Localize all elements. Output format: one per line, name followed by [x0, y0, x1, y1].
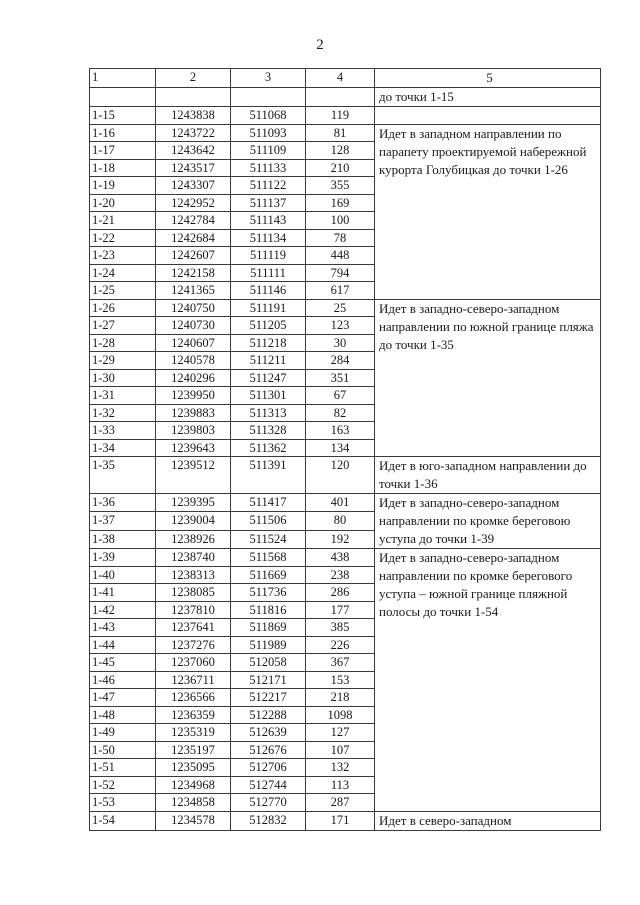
point-cell: 1-29: [90, 352, 156, 370]
x-coordinate-cell: 1239950: [156, 387, 231, 405]
table-cell: [306, 88, 375, 107]
column-header-row: [90, 69, 601, 88]
description-cell: Идет в западном направлении по парапету проектируемой набережной курорта Голубицкая до точки 1-26: [375, 124, 601, 299]
y-coordinate-cell: 512639: [231, 724, 306, 742]
y-coordinate-cell: 511093: [231, 124, 306, 142]
point-cell: 1-49: [90, 724, 156, 742]
x-coordinate-cell: 1243838: [156, 107, 231, 125]
x-coordinate-cell: 1242784: [156, 212, 231, 230]
y-coordinate-cell: 511137: [231, 194, 306, 212]
point-cell: 1-35: [90, 457, 156, 494]
y-coordinate-cell: 511524: [231, 530, 306, 548]
distance-cell: 67: [306, 387, 375, 405]
distance-cell: 355: [306, 177, 375, 195]
y-coordinate-cell: 511869: [231, 619, 306, 637]
x-coordinate-cell: 1242952: [156, 194, 231, 212]
y-coordinate-cell: 512171: [231, 671, 306, 689]
distance-cell: 385: [306, 619, 375, 637]
x-coordinate-cell: 1240578: [156, 352, 231, 370]
y-coordinate-cell: 511736: [231, 584, 306, 602]
distance-cell: 127: [306, 724, 375, 742]
distance-cell: 134: [306, 439, 375, 457]
x-coordinate-cell: 1239643: [156, 439, 231, 457]
y-coordinate-cell: 511301: [231, 387, 306, 405]
y-coordinate-cell: 511068: [231, 107, 306, 125]
distance-cell: 128: [306, 142, 375, 160]
y-coordinate-cell: 511568: [231, 549, 306, 567]
point-cell: 1-33: [90, 422, 156, 440]
y-coordinate-cell: 511111: [231, 264, 306, 282]
x-coordinate-cell: 1240296: [156, 369, 231, 387]
x-coordinate-cell: 1235095: [156, 759, 231, 777]
distance-cell: 119: [306, 107, 375, 125]
distance-cell: 287: [306, 794, 375, 812]
distance-cell: 617: [306, 282, 375, 300]
point-cell: 1-50: [90, 741, 156, 759]
x-coordinate-cell: 1239004: [156, 512, 231, 530]
y-coordinate-cell: 511313: [231, 404, 306, 422]
y-coordinate-cell: 511119: [231, 247, 306, 265]
distance-cell: 448: [306, 247, 375, 265]
x-coordinate-cell: 1239803: [156, 422, 231, 440]
distance-cell: 113: [306, 776, 375, 794]
distance-cell: 210: [306, 159, 375, 177]
x-coordinate-cell: 1239395: [156, 494, 231, 512]
x-coordinate-cell: 1243307: [156, 177, 231, 195]
y-coordinate-cell: 512832: [231, 811, 306, 830]
table-row: [90, 299, 601, 317]
distance-cell: 163: [306, 422, 375, 440]
point-cell: 1-42: [90, 601, 156, 619]
y-coordinate-cell: 512288: [231, 706, 306, 724]
y-coordinate-cell: 511134: [231, 229, 306, 247]
x-coordinate-cell: 1238313: [156, 566, 231, 584]
point-cell: 1-46: [90, 671, 156, 689]
distance-cell: 177: [306, 601, 375, 619]
x-coordinate-cell: 1237060: [156, 654, 231, 672]
point-cell: 1-23: [90, 247, 156, 265]
x-coordinate-cell: 1243722: [156, 124, 231, 142]
page-number: 2: [316, 37, 324, 53]
y-coordinate-cell: 512744: [231, 776, 306, 794]
point-cell: 1-19: [90, 177, 156, 195]
y-coordinate-cell: 511211: [231, 352, 306, 370]
point-cell: 1-51: [90, 759, 156, 777]
y-coordinate-cell: 512770: [231, 794, 306, 812]
distance-cell: 171: [306, 811, 375, 830]
table-row: [90, 457, 601, 494]
distance-cell: 100: [306, 212, 375, 230]
y-coordinate-cell: 511143: [231, 212, 306, 230]
description-cell: [375, 107, 601, 125]
x-coordinate-cell: 1238926: [156, 530, 231, 548]
distance-cell: 192: [306, 530, 375, 548]
x-coordinate-cell: 1240607: [156, 334, 231, 352]
x-coordinate-cell: 1242684: [156, 229, 231, 247]
point-cell: 1-38: [90, 530, 156, 548]
point-cell: 1-54: [90, 811, 156, 830]
table-row: [90, 811, 601, 830]
distance-cell: 78: [306, 229, 375, 247]
y-coordinate-cell: 511122: [231, 177, 306, 195]
point-cell: 1-32: [90, 404, 156, 422]
x-coordinate-cell: 1241365: [156, 282, 231, 300]
distance-cell: 286: [306, 584, 375, 602]
y-coordinate-cell: 511191: [231, 299, 306, 317]
distance-cell: 80: [306, 512, 375, 530]
x-coordinate-cell: 1234858: [156, 794, 231, 812]
x-coordinate-cell: 1239512: [156, 457, 231, 494]
point-cell: 1-26: [90, 299, 156, 317]
distance-cell: 30: [306, 334, 375, 352]
distance-cell: 284: [306, 352, 375, 370]
x-coordinate-cell: 1235319: [156, 724, 231, 742]
point-cell: 1-31: [90, 387, 156, 405]
x-coordinate-cell: 1235197: [156, 741, 231, 759]
x-coordinate-cell: 1243517: [156, 159, 231, 177]
y-coordinate-cell: 511218: [231, 334, 306, 352]
x-coordinate-cell: 1238740: [156, 549, 231, 567]
point-cell: 1-48: [90, 706, 156, 724]
distance-cell: 367: [306, 654, 375, 672]
distance-cell: 438: [306, 549, 375, 567]
point-cell: 1-40: [90, 566, 156, 584]
x-coordinate-cell: 1239883: [156, 404, 231, 422]
y-coordinate-cell: 511205: [231, 317, 306, 335]
distance-cell: 226: [306, 636, 375, 654]
table-row: [90, 124, 601, 142]
x-coordinate-cell: 1236359: [156, 706, 231, 724]
column-header: 2: [156, 69, 231, 88]
table-row: [90, 549, 601, 567]
x-coordinate-cell: 1240730: [156, 317, 231, 335]
x-coordinate-cell: 1242607: [156, 247, 231, 265]
continuation-row: [90, 88, 601, 107]
x-coordinate-cell: 1243642: [156, 142, 231, 160]
table-row: [90, 107, 601, 125]
distance-cell: 82: [306, 404, 375, 422]
distance-cell: 153: [306, 671, 375, 689]
point-cell: 1-27: [90, 317, 156, 335]
column-header: 5: [375, 69, 601, 88]
description-cell: Идет в западно-северо-западном направлении по кромке береговою уступа до точки 1-39: [375, 494, 601, 549]
column-header: 3: [231, 69, 306, 88]
distance-cell: 169: [306, 194, 375, 212]
point-cell: 1-22: [90, 229, 156, 247]
x-coordinate-cell: 1237810: [156, 601, 231, 619]
point-cell: 1-36: [90, 494, 156, 512]
point-cell: 1-16: [90, 124, 156, 142]
y-coordinate-cell: 511109: [231, 142, 306, 160]
y-coordinate-cell: 511417: [231, 494, 306, 512]
point-cell: 1-34: [90, 439, 156, 457]
y-coordinate-cell: 511391: [231, 457, 306, 494]
x-coordinate-cell: 1242158: [156, 264, 231, 282]
y-coordinate-cell: 511816: [231, 601, 306, 619]
distance-cell: 107: [306, 741, 375, 759]
description-cell: до точки 1-15: [375, 88, 601, 107]
point-cell: 1-53: [90, 794, 156, 812]
point-cell: 1-44: [90, 636, 156, 654]
point-cell: 1-43: [90, 619, 156, 637]
distance-cell: 25: [306, 299, 375, 317]
point-cell: 1-28: [90, 334, 156, 352]
distance-cell: 238: [306, 566, 375, 584]
x-coordinate-cell: 1234968: [156, 776, 231, 794]
point-cell: 1-45: [90, 654, 156, 672]
point-cell: 1-39: [90, 549, 156, 567]
y-coordinate-cell: 512058: [231, 654, 306, 672]
x-coordinate-cell: 1234578: [156, 811, 231, 830]
description-cell: Идет в северо-западном: [375, 811, 601, 830]
description-cell: Идет в юго-западном направлении до точки 1-36: [375, 457, 601, 494]
x-coordinate-cell: 1240750: [156, 299, 231, 317]
distance-cell: 1098: [306, 706, 375, 724]
x-coordinate-cell: 1236711: [156, 671, 231, 689]
y-coordinate-cell: 512706: [231, 759, 306, 777]
distance-cell: 401: [306, 494, 375, 512]
distance-cell: 132: [306, 759, 375, 777]
x-coordinate-cell: 1237276: [156, 636, 231, 654]
point-cell: 1-25: [90, 282, 156, 300]
point-cell: 1-20: [90, 194, 156, 212]
distance-cell: 123: [306, 317, 375, 335]
table-row: [90, 494, 601, 512]
y-coordinate-cell: 511669: [231, 566, 306, 584]
y-coordinate-cell: 511328: [231, 422, 306, 440]
coordinates-table: [89, 68, 601, 831]
point-cell: 1-21: [90, 212, 156, 230]
y-coordinate-cell: 512217: [231, 689, 306, 707]
point-cell: 1-24: [90, 264, 156, 282]
description-cell: Идет в западно-северо-западном направлении по кромке берегового уступа – южной границе пляжной полосы до точки 1-54: [375, 549, 601, 812]
point-cell: 1-47: [90, 689, 156, 707]
x-coordinate-cell: 1237641: [156, 619, 231, 637]
point-cell: 1-52: [90, 776, 156, 794]
distance-cell: 351: [306, 369, 375, 387]
distance-cell: 794: [306, 264, 375, 282]
y-coordinate-cell: 512676: [231, 741, 306, 759]
table-cell: [156, 88, 231, 107]
table-cell: [90, 88, 156, 107]
point-cell: 1-17: [90, 142, 156, 160]
y-coordinate-cell: 511989: [231, 636, 306, 654]
point-cell: 1-41: [90, 584, 156, 602]
description-cell: Идет в западно-северо-западном направлении по южной границе пляжа до точки 1-35: [375, 299, 601, 457]
table-cell: [231, 88, 306, 107]
distance-cell: 81: [306, 124, 375, 142]
y-coordinate-cell: 511362: [231, 439, 306, 457]
point-cell: 1-18: [90, 159, 156, 177]
point-cell: 1-37: [90, 512, 156, 530]
column-header: 4: [306, 69, 375, 88]
x-coordinate-cell: 1236566: [156, 689, 231, 707]
y-coordinate-cell: 511146: [231, 282, 306, 300]
point-cell: 1-30: [90, 369, 156, 387]
y-coordinate-cell: 511133: [231, 159, 306, 177]
y-coordinate-cell: 511247: [231, 369, 306, 387]
column-header: 1: [90, 69, 156, 88]
distance-cell: 120: [306, 457, 375, 494]
y-coordinate-cell: 511506: [231, 512, 306, 530]
point-cell: 1-15: [90, 107, 156, 125]
distance-cell: 218: [306, 689, 375, 707]
x-coordinate-cell: 1238085: [156, 584, 231, 602]
